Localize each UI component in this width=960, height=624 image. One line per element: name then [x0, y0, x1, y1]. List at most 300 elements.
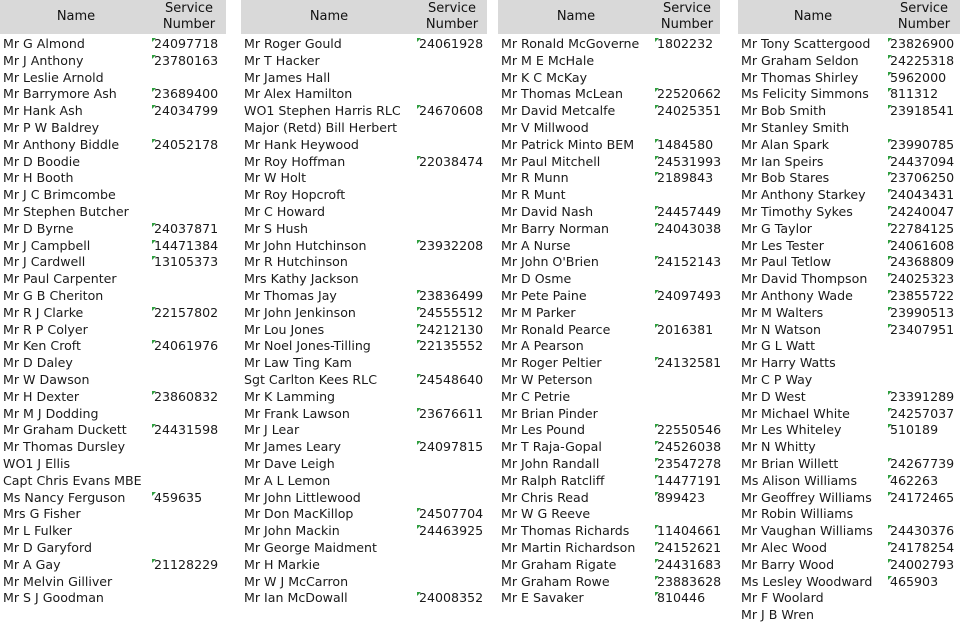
service-number: 23860832	[154, 388, 219, 404]
table-row	[738, 456, 960, 473]
name-header: Name	[556, 9, 596, 24]
table-row	[0, 288, 226, 305]
table-row	[738, 406, 960, 423]
member-name: Mr Roger Peltier	[501, 355, 602, 371]
service-number: 22135552	[419, 338, 484, 354]
service-number: 510189	[890, 422, 939, 438]
member-name: Mr John Jenkinson	[244, 304, 356, 320]
member-name: Mr E Savaker	[501, 590, 584, 606]
table-row	[498, 204, 720, 221]
member-name: Mr Barry Wood	[741, 556, 835, 572]
table-row	[241, 574, 487, 591]
member-name: Mr Anthony Biddle	[3, 136, 120, 152]
member-name: Mr Vaughan Williams	[741, 523, 873, 539]
table-row	[0, 523, 226, 540]
member-name: Mr H Booth	[3, 170, 74, 186]
member-name: Mr D Garyford	[3, 539, 92, 555]
table-row	[738, 238, 960, 255]
member-name: Mr Les Whiteley	[741, 422, 842, 438]
table-header	[498, 0, 720, 34]
service-number: 22520662	[657, 86, 722, 102]
member-name: Mr Law Ting Kam	[244, 355, 352, 371]
member-name: Mr Frank Lawson	[244, 405, 350, 421]
table-row	[0, 86, 226, 103]
table-row	[0, 120, 226, 137]
member-name: Mr Bob Smith	[741, 103, 827, 119]
table-row	[498, 523, 720, 540]
service-number-header: Service Number	[660, 1, 714, 32]
table-row	[0, 574, 226, 591]
member-name: Mr A Nurse	[501, 237, 571, 253]
column-4	[738, 0, 960, 624]
table-row	[498, 355, 720, 372]
member-name: Mr Barrymore Ash	[3, 86, 117, 102]
table-row	[0, 187, 226, 204]
member-name: Mr Martin Richardson	[501, 539, 636, 555]
table-row	[241, 137, 487, 154]
service-number: 24034799	[154, 103, 219, 119]
table-row	[738, 607, 960, 624]
table-row	[241, 221, 487, 238]
service-number: 24368809	[890, 254, 955, 270]
member-name: Mr John Littlewood	[244, 489, 361, 505]
member-name: Mr Alan Spark	[741, 136, 830, 152]
table-row	[0, 473, 226, 490]
service-number: 21128229	[154, 556, 219, 572]
service-number: 24025351	[657, 103, 722, 119]
service-number: 23826900	[890, 36, 955, 51]
member-name: Mr Dave Leigh	[244, 455, 335, 471]
table-row	[241, 322, 487, 339]
member-name: Mr K Lamming	[244, 388, 336, 404]
member-name: Mr G Almond	[3, 36, 85, 51]
member-name: Mr J Anthony	[3, 52, 84, 68]
member-name: Mr Michael White	[741, 405, 850, 421]
member-name: Mr T Raja-Gopal	[501, 439, 602, 455]
table-row	[241, 523, 487, 540]
member-name: Mr Roy Hopcroft	[244, 187, 346, 203]
member-name: Mr Brian Willett	[741, 455, 839, 471]
service-number: 24037871	[154, 220, 219, 236]
service-number: 22550546	[657, 422, 722, 438]
table-row	[738, 254, 960, 271]
table-row	[738, 86, 960, 103]
table-row	[738, 221, 960, 238]
service-number: 24531993	[657, 153, 722, 169]
table-row	[0, 406, 226, 423]
member-name: Mr Thomas Richards	[501, 523, 630, 539]
service-number: 24431683	[657, 556, 722, 572]
service-number-header: Service Number	[425, 1, 479, 32]
member-name: Mr Chris Read	[501, 489, 589, 505]
service-number: 2189843	[657, 170, 714, 186]
member-name: Mr Ralph Ratcliff	[501, 472, 605, 488]
table-row	[0, 355, 226, 372]
table-row	[738, 305, 960, 322]
service-number: 24097493	[657, 287, 722, 303]
service-number: 24025323	[890, 271, 955, 287]
table-row	[0, 53, 226, 70]
table-row	[498, 557, 720, 574]
member-name: Mr D Byrne	[3, 220, 74, 236]
service-number: 23855722	[890, 287, 955, 303]
member-name: Mr W J McCarron	[244, 573, 349, 589]
service-number: 24008352	[419, 590, 484, 606]
member-name: Mr D West	[741, 388, 806, 404]
table-row	[241, 540, 487, 557]
member-name: Mr David Nash	[501, 203, 594, 219]
member-name: Mr S Hush	[244, 220, 309, 236]
member-name: Mr Harry Watts	[741, 355, 836, 371]
member-name: Mr John Mackin	[244, 523, 340, 539]
table-row	[498, 53, 720, 70]
table-row	[498, 422, 720, 439]
table-row	[498, 154, 720, 171]
service-number: 24457449	[657, 203, 722, 219]
table-row	[498, 70, 720, 87]
member-name: Mr Hank Heywood	[244, 136, 359, 152]
table-row	[738, 439, 960, 456]
member-name: Mr David Metcalfe	[501, 103, 616, 119]
member-name: Mr Thomas Jay	[244, 287, 337, 303]
member-name: Mr Ian McDowall	[244, 590, 348, 606]
table-row	[498, 221, 720, 238]
table-row	[241, 238, 487, 255]
member-name: Mr D Osme	[501, 271, 572, 287]
table-row	[738, 473, 960, 490]
table-row	[241, 70, 487, 87]
table-row	[498, 238, 720, 255]
table-row	[241, 36, 487, 53]
table-row	[498, 86, 720, 103]
table-row	[0, 439, 226, 456]
service-number: 899423	[657, 489, 706, 505]
member-name: Mr R Munn	[501, 170, 569, 186]
service-number: 24437094	[890, 153, 955, 169]
table-row	[498, 574, 720, 591]
table-row	[0, 540, 226, 557]
member-name: Mr Stanley Smith	[741, 119, 850, 135]
table-header	[738, 0, 960, 34]
table-row	[498, 137, 720, 154]
table-row	[0, 456, 226, 473]
table-row	[738, 154, 960, 171]
member-name: Mr P W Baldrey	[3, 119, 100, 135]
member-name: Mr Ian Speirs	[741, 153, 824, 169]
member-name: Mr G Taylor	[741, 220, 812, 236]
member-name: Mr D Boodie	[3, 153, 81, 169]
table-row	[498, 490, 720, 507]
member-name: Mr Timothy Sykes	[741, 203, 853, 219]
rows	[241, 34, 487, 607]
table-row	[0, 422, 226, 439]
table-row	[738, 557, 960, 574]
table-row	[498, 120, 720, 137]
table-row	[738, 137, 960, 154]
member-name: Mr J Lear	[244, 422, 300, 438]
service-number: 24430376	[890, 523, 955, 539]
member-name: Mr Stephen Butcher	[3, 203, 129, 219]
table-row	[0, 254, 226, 271]
table-row	[241, 187, 487, 204]
table-row	[498, 590, 720, 607]
name-header: Name	[309, 9, 349, 24]
member-name: Mr James Hall	[244, 69, 331, 85]
table-row	[241, 120, 487, 137]
member-name: WO1 J Ellis	[3, 455, 71, 471]
service-number: 23706250	[890, 170, 955, 186]
table-row	[738, 506, 960, 523]
member-name: Mr T Hacker	[244, 52, 320, 68]
member-name: Mr Les Pound	[501, 422, 585, 438]
table-row	[241, 590, 487, 607]
service-number: 24097718	[154, 36, 219, 51]
member-name: Mr Paul Tetlow	[741, 254, 832, 270]
name-header: Name	[56, 9, 96, 24]
member-name: Mr Robin Williams	[741, 506, 854, 522]
table-row	[0, 271, 226, 288]
table-row	[241, 557, 487, 574]
table-row	[498, 473, 720, 490]
service-number: 24172465	[890, 489, 955, 505]
member-name: Mr David Thompson	[741, 271, 868, 287]
member-name: Mr Paul Carpenter	[3, 271, 117, 287]
member-name: Mr Alec Wood	[741, 539, 827, 555]
service-number: 24061928	[419, 36, 484, 51]
table-row	[738, 36, 960, 53]
table-row	[0, 557, 226, 574]
table-row	[498, 288, 720, 305]
table-row	[0, 506, 226, 523]
member-name: Mr Thomas McLean	[501, 86, 624, 102]
service-number: 24267739	[890, 455, 955, 471]
service-number: 23391289	[890, 388, 955, 404]
column-3	[498, 0, 720, 607]
member-name: Mr Pete Paine	[501, 287, 587, 303]
service-number: 810446	[657, 590, 706, 606]
table-row	[738, 170, 960, 187]
table-row	[498, 322, 720, 339]
member-name: Mr M Parker	[501, 304, 576, 320]
service-number: 23547278	[657, 455, 722, 471]
service-number: 23932208	[419, 237, 484, 253]
table-row	[498, 271, 720, 288]
member-name: Mr Graham Rowe	[501, 573, 610, 589]
rows	[0, 34, 226, 607]
member-name: Mr N Whitty	[741, 439, 816, 455]
service-number: 23407951	[890, 321, 955, 337]
service-number: 24257037	[890, 405, 955, 421]
member-name: Mr G B Cheriton	[3, 287, 104, 303]
member-name: Mr M E McHale	[501, 52, 595, 68]
member-name: Mr Bob Stares	[741, 170, 830, 186]
column-1	[0, 0, 226, 607]
member-name: Mr Lou Jones	[244, 321, 325, 337]
service-number: 14477191	[657, 472, 722, 488]
table-row	[241, 254, 487, 271]
table-row	[241, 305, 487, 322]
table-row	[498, 254, 720, 271]
member-name: Mr A L Lemon	[244, 472, 331, 488]
table-row	[498, 103, 720, 120]
service-number: 2016381	[657, 321, 714, 337]
service-number: 24463925	[419, 523, 484, 539]
service-number: 24178254	[890, 539, 955, 555]
member-name: Mr Les Tester	[741, 237, 824, 253]
service-number: 24052178	[154, 136, 219, 152]
service-number: 1484580	[657, 136, 714, 152]
service-number: 24132581	[657, 355, 722, 371]
member-name: Mr W Dawson	[3, 371, 90, 387]
table-row	[241, 406, 487, 423]
table-row	[241, 86, 487, 103]
rows	[738, 34, 960, 624]
service-number: 24526038	[657, 439, 722, 455]
service-number: 22157802	[154, 304, 219, 320]
member-name: Mr Don MacKillop	[244, 506, 354, 522]
table-row	[738, 523, 960, 540]
member-name: Mr V Millwood	[501, 119, 589, 135]
table-row	[0, 338, 226, 355]
member-name: Mr Alex Hamilton	[244, 86, 353, 102]
service-number: 23918541	[890, 103, 955, 119]
table-row	[241, 355, 487, 372]
table-row	[738, 120, 960, 137]
member-name: Mr Ronald Pearce	[501, 321, 611, 337]
service-number: 24061608	[890, 237, 955, 253]
table-row	[241, 338, 487, 355]
member-name: Mr C P Way	[741, 371, 813, 387]
service-number: 23883628	[657, 573, 722, 589]
service-number: 24507704	[419, 506, 484, 522]
member-name: Mr R P Colyer	[3, 321, 88, 337]
service-number: 1802232	[657, 36, 714, 51]
service-number: 24097815	[419, 439, 484, 455]
table-row	[241, 271, 487, 288]
table-row	[241, 389, 487, 406]
service-number: 24212130	[419, 321, 484, 337]
member-name: Mr Barry Norman	[501, 220, 610, 236]
table-row	[498, 338, 720, 355]
service-number: 24431598	[154, 422, 219, 438]
table-row	[241, 204, 487, 221]
member-name: Ms Lesley Woodward	[741, 573, 873, 589]
table-row	[241, 288, 487, 305]
member-name: Mr N Watson	[741, 321, 822, 337]
member-name: Mr K C McKay	[501, 69, 588, 85]
table-row	[241, 456, 487, 473]
member-name: Ms Nancy Ferguson	[3, 489, 126, 505]
table-row	[0, 137, 226, 154]
table-row	[738, 288, 960, 305]
service-number: 24670608	[419, 103, 484, 119]
table-row	[0, 170, 226, 187]
member-name: Mr Ronald McGoverne	[501, 36, 640, 51]
service-number: 24555512	[419, 304, 484, 320]
service-number: 11404661	[657, 523, 722, 539]
member-name: Mr H Markie	[244, 556, 320, 572]
member-name: Mr A Pearson	[501, 338, 584, 354]
service-number: 23689400	[154, 86, 219, 102]
member-name: Mr Graham Seldon	[741, 52, 859, 68]
member-name: Mr Roy Hoffman	[244, 153, 346, 169]
member-name: Mrs G Fisher	[3, 506, 81, 522]
member-name: WO1 Stephen Harris RLC	[244, 103, 401, 119]
table-row	[0, 322, 226, 339]
table-row	[0, 372, 226, 389]
service-number: 24152621	[657, 539, 722, 555]
service-number-header: Service Number	[162, 1, 216, 32]
table-row	[498, 456, 720, 473]
table-row	[498, 36, 720, 53]
table-row	[738, 338, 960, 355]
service-number: 24152143	[657, 254, 722, 270]
table-row	[738, 70, 960, 87]
service-number: 23990513	[890, 304, 955, 320]
service-number: 22784125	[890, 220, 955, 236]
table-row	[738, 355, 960, 372]
table-row	[498, 506, 720, 523]
member-name: Mr George Maidment	[244, 539, 377, 555]
member-name: Ms Alison Williams	[741, 472, 858, 488]
table-row	[0, 238, 226, 255]
table-row	[738, 372, 960, 389]
service-number: 24043431	[890, 187, 955, 203]
member-name: Mr A Gay	[3, 556, 61, 572]
member-name: Mr James Leary	[244, 439, 341, 455]
service-number: 24548640	[419, 371, 484, 387]
member-name: Major (Retd) Bill Herbert	[244, 119, 398, 135]
member-name: Mr John O'Brien	[501, 254, 599, 270]
member-name: Mr W Peterson	[501, 371, 593, 387]
member-name: Mr D Daley	[3, 355, 73, 371]
member-name: Mr W G Reeve	[501, 506, 591, 522]
member-name: Mr John Randall	[501, 455, 600, 471]
table-row	[738, 322, 960, 339]
table-row	[241, 422, 487, 439]
service-number: 13105373	[154, 254, 219, 270]
service-number: 24225318	[890, 52, 955, 68]
table-row	[241, 154, 487, 171]
table-row	[498, 170, 720, 187]
table-row	[241, 439, 487, 456]
table-row	[0, 103, 226, 120]
service-number: 24240047	[890, 203, 955, 219]
service-number: 22038474	[419, 153, 484, 169]
table-row	[498, 540, 720, 557]
table-header	[0, 0, 226, 34]
table-row	[0, 490, 226, 507]
table-header	[241, 0, 487, 34]
member-name: Mr L Fulker	[3, 523, 72, 539]
member-name: Mr Tony Scattergood	[741, 36, 871, 51]
name-header: Name	[793, 9, 833, 24]
table-row	[0, 305, 226, 322]
service-number: 23990785	[890, 136, 955, 152]
table-row	[738, 574, 960, 591]
member-name: Mr Leslie Arnold	[3, 69, 104, 85]
member-name: Mr R J Clarke	[3, 304, 84, 320]
table-row	[241, 506, 487, 523]
member-name: Mr M Walters	[741, 304, 824, 320]
service-number: 465903	[890, 573, 939, 589]
table-row	[498, 389, 720, 406]
table-row	[241, 170, 487, 187]
column-2	[241, 0, 487, 607]
member-name: Mrs Kathy Jackson	[244, 271, 359, 287]
member-name: Mr Ken Croft	[3, 338, 81, 354]
table-row	[738, 490, 960, 507]
